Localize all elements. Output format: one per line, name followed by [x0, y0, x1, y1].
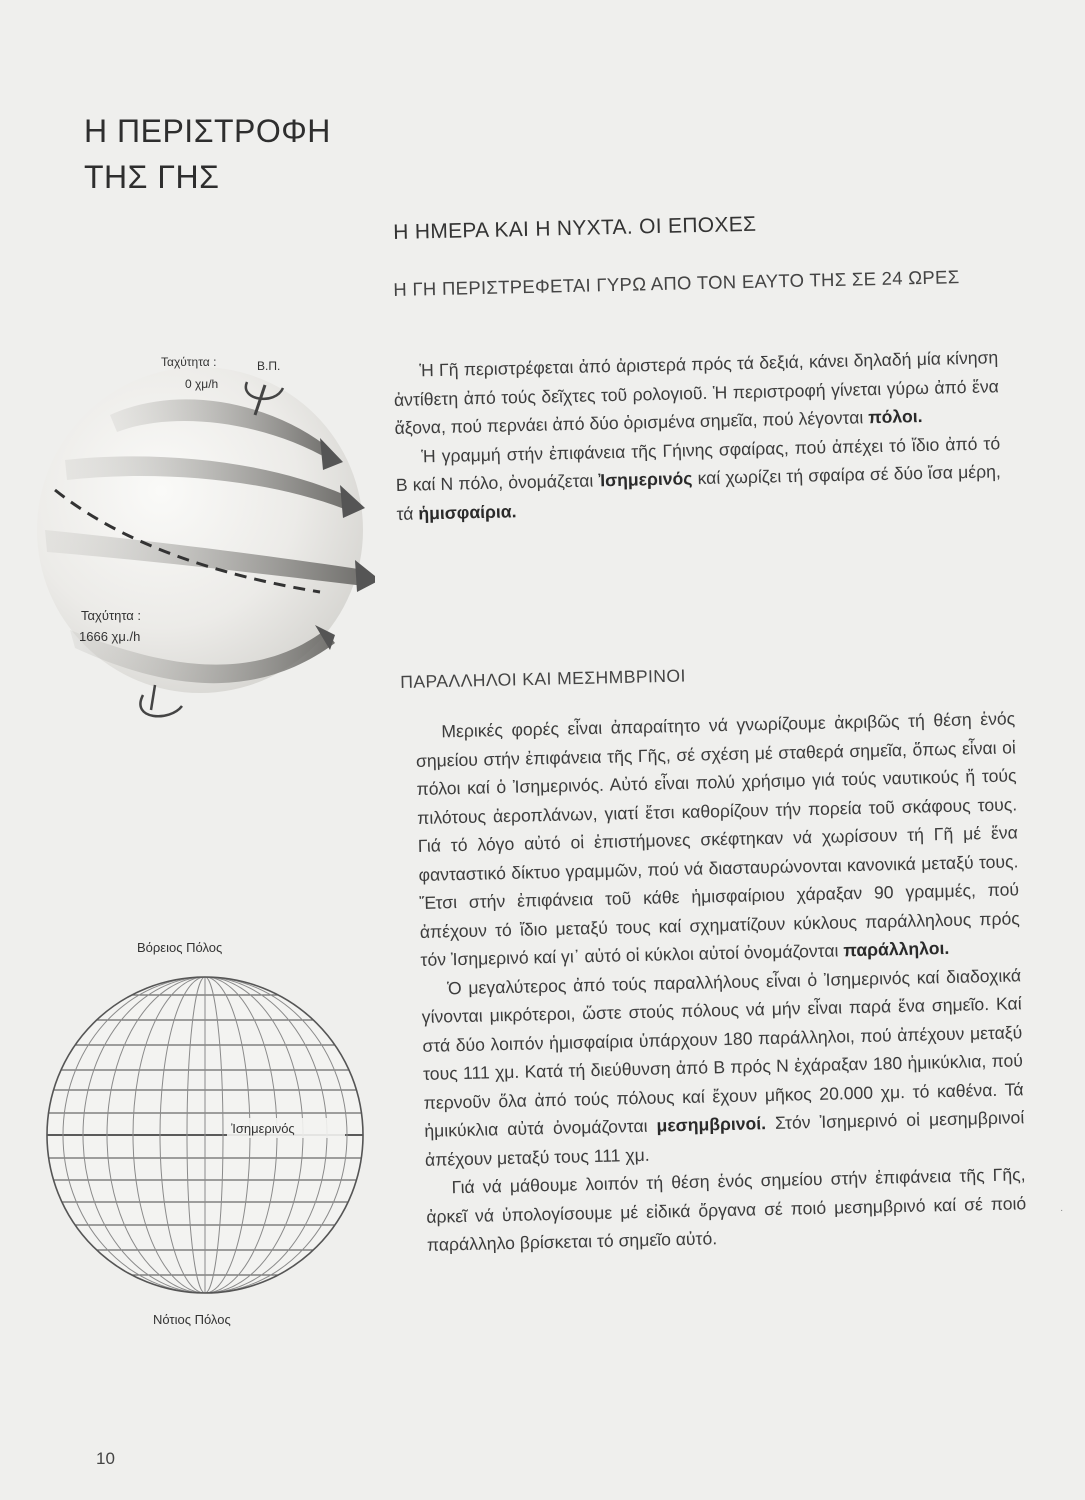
term-poles: πόλοι.	[867, 406, 923, 428]
parallels-paragraph-1	[415, 704, 1021, 974]
section-subheading: Η ΓΗ ΠΕΡΙΣΤΡΕΦΕΤΑΙ ΓΥΡΩ ΑΠΟ ΤΟΝ ΕΑΥΤΟ ΤΗΣ ΣΕ 24 ΩΡΕΣ	[393, 266, 960, 300]
pole-speed-label: Ταχύτητα :	[161, 355, 217, 369]
south-pole-caption: Νότιος Πόλος	[153, 1312, 231, 1327]
parallels-heading: ΠΑΡΑΛΛΗΛΟΙ ΚΑΙ ΜΕΣΗΜΒΡΙΝΟΙ	[400, 665, 686, 692]
south-rotation-arrow-icon	[140, 695, 182, 716]
parallels-text	[415, 704, 1027, 1259]
page-number: 10	[96, 1449, 115, 1468]
rotation-text	[393, 343, 1002, 528]
rotation-paragraph-1	[393, 343, 1000, 442]
chapter-title-line-1: Η ΠΕΡΙΣΤΡΟΦΗ	[84, 113, 331, 149]
equator-speed-label: Ταχύτητα :	[81, 608, 142, 623]
earth-rotation-figure	[25, 330, 375, 730]
south-axis	[151, 685, 155, 710]
north-pole-label: Β.Π.	[257, 359, 281, 373]
rotation-paragraph-2-text-1: Ἡ γραμμή στήν ἐπιφάνεια τῆς Γήινης σφαίρας, πού ἀπέχει τό ἴδιο ἀπό τό Β καί Ν πόλο, ὀνομάζεται	[395, 432, 1001, 495]
arrow-head-3	[355, 560, 375, 592]
chapter-title-line-2: ΤΗΣ ΓΗΣ	[84, 159, 220, 195]
equator-caption: Ἰσημερινός	[231, 1121, 295, 1136]
term-parallels: παράλληλοι.	[843, 937, 950, 961]
term-meridians: μεσημβρινοί.	[656, 1113, 767, 1136]
parallels-paragraph-1-text: Μερικές φορές εἶναι ἀπαραίτητο νά γνωρίζουμε ἀκριβῶς τή θέση ἑνός σημείου στήν ἐπιφάνεια τῆς Γῆς, σέ σχέση μέ σταθερά σημεῖα, ὅπως εἶναι οἱ πόλοι καί ὁ Ἰσημερινός. Αὐτό εἶναι πολύ χρήσιμο γιά τούς ναυτικούς ἤ τούς πιλότους ἀεροπλάνων, γιατί ἔτσι καθορίζουν τήν πορεία τοῦ σκάφους τους. Γιά τό λόγο αὐτό οἱ ἐπιστήμονες σκέφτηκαν νά χωρίσουν τή Γῆ μέ ἕνα φανταστικό δίκτυο γραμμῶν, πού νά διασταυρώνονται κανονικά μεταξύ τους. Ἔτσι στήν ἐπιφάνεια τοῦ κάθε ἡμισφαίριου χάραξαν 90 γραμμές, πού ἀπέχουν τό ἴδιο μεταξύ τους καί σχηματίζουν κύκλους παράλληλους πρός τόν Ἰσημερινό καί γι᾿ αὐτό οἱ κύκλοι αὐτοί ὀνομάζονται	[415, 708, 1020, 970]
north-pole-caption: Βόρειος Πόλος	[137, 940, 223, 955]
parallels-meridians-figure	[25, 930, 385, 1340]
equator-speed-value: 1666 χμ./h	[79, 629, 141, 644]
parallels-paragraph-3: Γιά νά μάθουμε λοιπόν τή θέση ἑνός σημείου στήν ἐπιφάνεια τῆς Γῆς, ἀρκεῖ νά ὑπολογίσουμε μέ εἰδικά ὄργανα σέ ποιό μεσημβρινό καί σέ ποιό παράλληλο βρίσκεται τό σημεῖο αὐτό.	[426, 1164, 1027, 1255]
rotation-paragraph-1-text: Ἡ Γῆ περιστρέφεται ἀπό ἀριστερά πρός τά δεξιά, κάνει δηλαδή μία κίνηση ἀντίθετη ἀπό τούς δεῖχτες τοῦ ρολογιοῦ. Ἡ περιστροφή γίνεται γύρω ἀπό ἕνα ἄξονα, πού περνάει ἀπό δύο ὁρισμένα σημεῖα, πού λέγονται	[393, 347, 1000, 438]
term-equator: Ἰσημερινός	[598, 468, 693, 491]
parallels-paragraph-2-tail: Στόν Ἰσημερινό οἱ μεσημβρινοί ἀπέχουν μεταξύ τους 111 χμ.	[424, 1107, 1025, 1170]
rotation-paragraph-2	[395, 429, 1002, 528]
chapter-title	[84, 108, 331, 200]
rotation-paragraph-2-text-2: καί χωρίζει τή σφαίρα σέ δύο ἴσα μέρη, τά	[396, 461, 1001, 524]
scan-mark: ·	[1060, 1205, 1064, 1216]
pole-speed-value: 0 χμ/h	[185, 377, 219, 391]
parallels-paragraph-2	[421, 961, 1025, 1174]
parallels-paragraph-2-text: Ὁ μεγαλύτερος ἀπό τούς παραλλήλους εἶναι ὁ Ἰσημερινός καί διαδοχικά γίνονται μικρότεροι, ὥστε στούς πόλους νά μήν εἶναι παρά ἕνα σημεῖο. Καί στά δύο λοιπόν ἡμισφαίρια ὑπάρχουν 180 παράλληλοι, πού ἀπέχουν μεταξύ τους 111 χμ. Κατά τή διεύθυνση ἀπό Β πρός Ν ἐχάραξαν 180 ἡμικύκλια, πού περνοῦν ὅλα ἀπό τούς πόλους καί ἔχουν μῆκος 20.000 χμ. τό καθένα. Τά ἡμικύκλια αὐτά ὀνομάζονται	[421, 964, 1024, 1141]
term-hemispheres: ἡμισφαίρια.	[418, 500, 517, 523]
section-heading: Η ΗΜΕΡΑ ΚΑΙ Η ΝΥΧΤΑ. ΟΙ ΕΠΟΧΕΣ	[393, 212, 757, 244]
